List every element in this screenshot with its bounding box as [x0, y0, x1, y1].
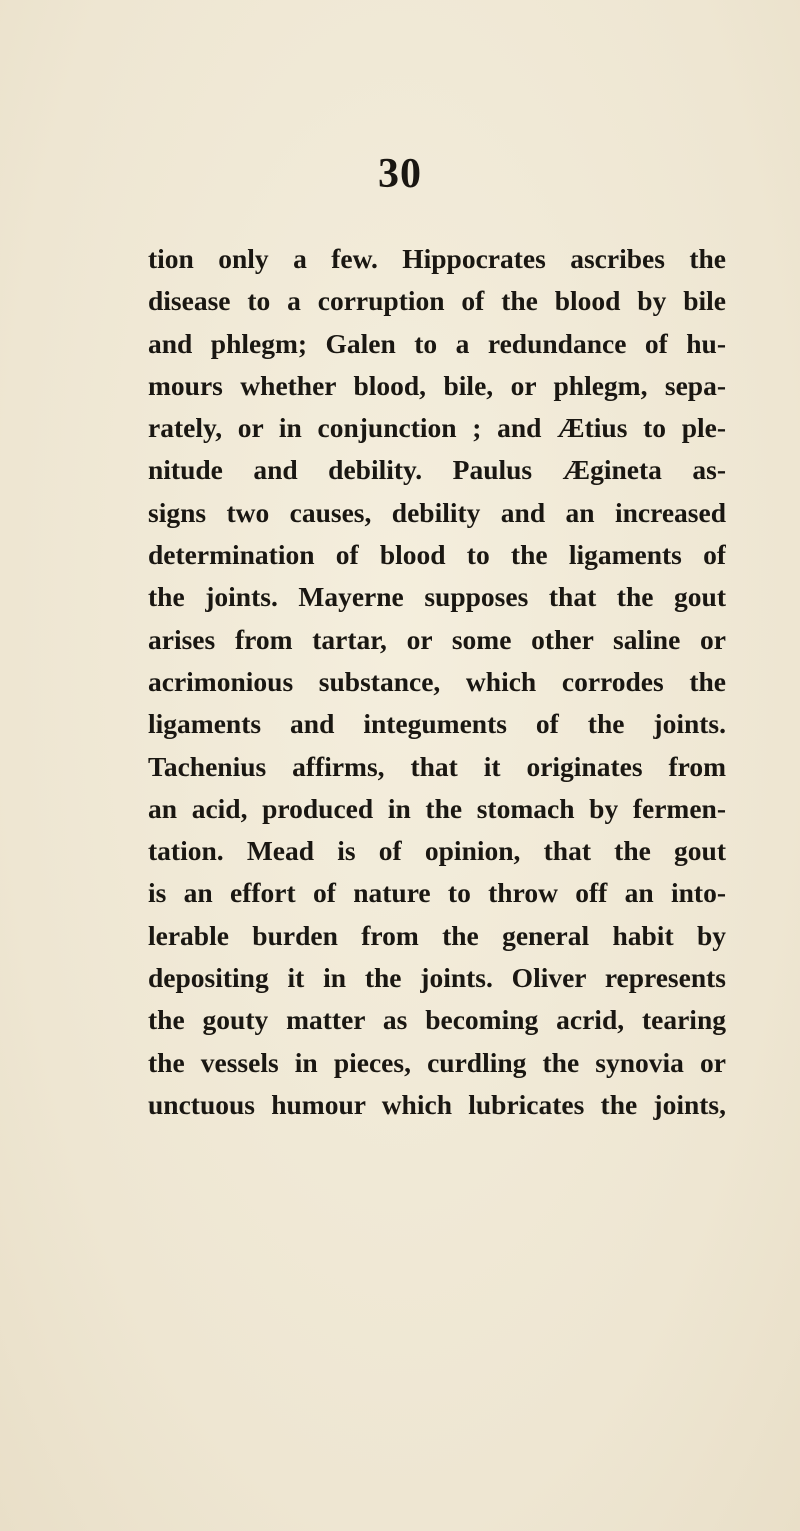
body-text: [148, 238, 726, 1126]
text-line: the joints. Mayerne supposes that the gout: [148, 581, 726, 613]
text-line: tion only a few. Hippocrates ascribes the: [148, 243, 726, 274]
text-line: the gouty matter as becoming acrid, tearing: [148, 1004, 726, 1036]
text-line: tation. Mead is of opinion, that the gout: [148, 835, 726, 867]
text-line: Tachenius affirms, that it originates from: [148, 750, 726, 782]
text-line: determination of blood to the ligaments of: [148, 539, 726, 571]
page-number: 30: [378, 151, 422, 197]
text-line: lerable burden from the general habit by: [148, 919, 726, 951]
text-line: the vessels in pieces, curdling the synovia or: [148, 1046, 726, 1078]
text-line: arises from tartar, or some other saline or: [148, 623, 726, 655]
text-line: acrimonious substance, which corrodes the: [148, 665, 726, 697]
text-line: rately, or in conjunction ; and Ætius to ple-: [148, 412, 726, 444]
text-line: and phlegm; Galen to a redundance of hu-: [148, 327, 726, 359]
text-line: disease to a corruption of the blood by bile: [148, 285, 726, 317]
text-line: ligaments and integuments of the joints.: [148, 708, 726, 740]
text-line: depositing it in the joints. Oliver represents: [148, 962, 726, 994]
text-line: nitude and debility. Paulus Ægineta as-: [148, 454, 726, 486]
text-line: signs two causes, debility and an increased: [148, 496, 726, 528]
text-line: is an effort of nature to throw off an into-: [148, 877, 726, 909]
text-line: mours whether blood, bile, or phlegm, sepa-: [148, 369, 726, 401]
text-line: unctuous humour which lubricates the joints,: [148, 1088, 726, 1120]
text-line: an acid, produced in the stomach by fermen-: [148, 792, 726, 824]
